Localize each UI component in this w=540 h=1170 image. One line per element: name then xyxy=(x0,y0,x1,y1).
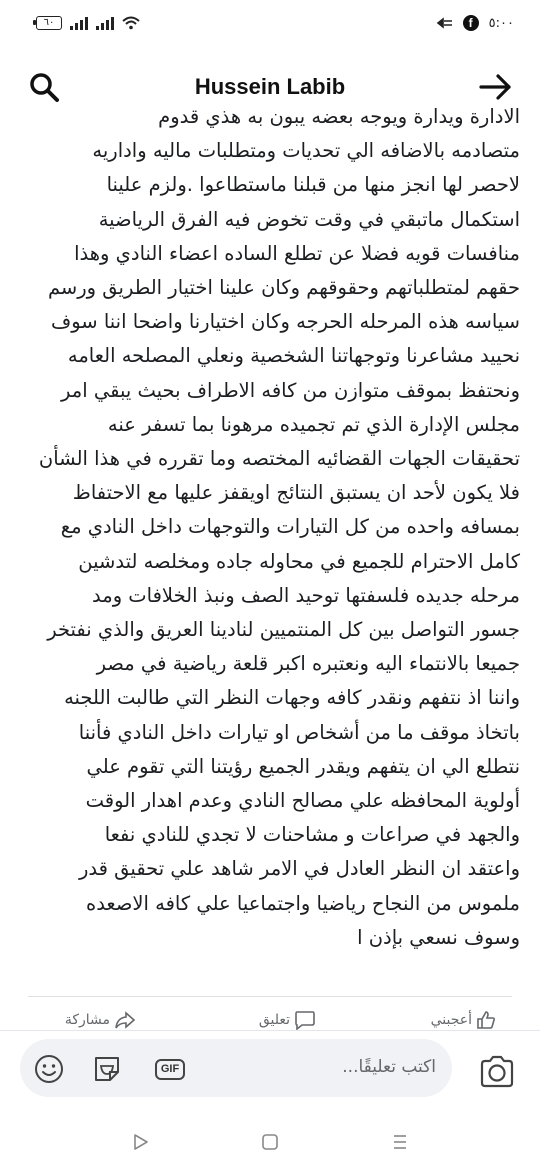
nav-back-button[interactable] xyxy=(124,1126,156,1158)
comment-input[interactable] xyxy=(20,1039,452,1097)
gif-button[interactable] xyxy=(150,1054,190,1084)
status-left xyxy=(36,16,140,30)
share-label: مشاركة xyxy=(64,1012,110,1028)
comment-button[interactable] xyxy=(259,1010,316,1030)
post-actions xyxy=(0,1004,540,1030)
share-button[interactable] xyxy=(65,1010,136,1030)
post-line: منافسات قويه فضلا عن تطلع الساده اعضاء النادي وهذا xyxy=(74,241,520,265)
comment-label: تعليق xyxy=(258,1012,290,1028)
comment-placeholder: اكتب تعليقًا... xyxy=(342,1057,436,1077)
post-line: كامل الاحترام للجميع في محاوله جاده ومخلصه لتدشين xyxy=(78,549,520,573)
post-body xyxy=(0,105,540,976)
status-bar xyxy=(0,0,540,46)
like-label: أعجبني xyxy=(430,1012,472,1028)
comment-bar xyxy=(0,1030,540,1114)
square-home-icon xyxy=(260,1132,280,1152)
camera-button[interactable] xyxy=(476,1051,518,1093)
post-line: والجهد في صراعات و مشاحنات لا تجدي للنادي نفعا xyxy=(104,823,520,847)
like-button[interactable] xyxy=(431,1010,496,1030)
notification-icon xyxy=(437,17,453,29)
nav-recents-button[interactable] xyxy=(384,1126,416,1158)
post-line: فلا يكون لأحد ان يستبق النتائج اويقفز عليها مع الاحتفاظ xyxy=(72,481,520,505)
post-line: استكمال ماتبقي في وقت تخوض فيه الفرق الرياضية xyxy=(98,207,520,231)
page-title: Hussein Labib xyxy=(194,74,346,99)
comment-icon xyxy=(294,1010,316,1030)
post-line: حقهم لمتطلباتهم وحقوقهم وكان علينا اختيار الطريق ورسم xyxy=(47,276,520,300)
emoji-icon xyxy=(34,1054,64,1084)
post-text xyxy=(20,100,520,955)
camera-icon xyxy=(478,1055,516,1089)
post-line: جميعا بالانتماء اليه ونعتبره اكبر قلعة رياضية في مصر xyxy=(96,652,520,676)
post-line: مرحله جديده فلسفتها توحيد الصف ونبذ الخلافات ومد xyxy=(92,583,520,607)
post-line: سياسه هذه المرحله الحرجه وكان اختيارنا واضحا اننا سوف xyxy=(51,310,520,334)
menu-lines-icon xyxy=(390,1132,410,1152)
arrow-right-icon xyxy=(479,72,513,102)
thumbs-up-icon xyxy=(476,1010,496,1030)
system-nav-bar xyxy=(0,1114,540,1170)
share-icon xyxy=(114,1010,136,1030)
triangle-back-icon xyxy=(130,1132,150,1152)
post-line: ونحتفظ بموقف متوازن من كافه الاطراف بحيث يبقي امر xyxy=(61,378,520,402)
post-line: أولوية المحافظه علي مصالح النادي وعدم اهدار الوقت xyxy=(85,789,520,813)
post-line: نحييد مشاعرنا وتوجهاتنا الشخصية ونعلي المصلحه العامه xyxy=(67,344,520,368)
post-line: واننا اذ نتفهم ونقدر كافه وجهات النظر التي طالبت اللجنه xyxy=(64,686,520,710)
post-line: متصادمه بالاضافه الي تحديات ومتطلبات ماليه واداريه xyxy=(92,139,520,163)
facebook-icon: f xyxy=(463,15,479,31)
post-line: الادارة ويدارة ويوجه بعضه يبون به هذي قدوم xyxy=(158,105,520,128)
wifi-icon xyxy=(122,16,140,30)
status-right xyxy=(437,15,514,31)
sticker-button[interactable] xyxy=(92,1054,122,1084)
post-line: جسور التواصل بين كل المنتميين لنادينا العريق والذي نفتخر xyxy=(47,618,520,642)
battery-icon xyxy=(36,16,62,30)
signal-2-icon xyxy=(96,16,114,30)
post-line: نتطلع الي ان يتفهم ويقدر الجميع رؤيتنا التي تقوم علي xyxy=(86,754,520,778)
emoji-button[interactable] xyxy=(34,1054,64,1084)
search-icon xyxy=(28,71,60,103)
divider xyxy=(28,996,512,997)
post-line: بمسافه واحده من كل التيارات والتوجهات داخل النادي مع xyxy=(60,515,520,539)
nav-home-button[interactable] xyxy=(254,1126,286,1158)
status-time: ٥:٠٠ xyxy=(488,15,514,31)
battery-level: ٦٠ xyxy=(43,17,55,28)
sticker-icon xyxy=(92,1054,122,1084)
signal-icon xyxy=(70,16,88,30)
post-line: لاحصر لها انجز منها من قبلنا ماستطاعوا .ولزم علينا xyxy=(106,173,520,197)
post-line: واعتقد ان النظر العادل في الامر شاهد علي تحقيق قدر xyxy=(79,857,520,881)
gif-icon: GIF xyxy=(155,1059,185,1080)
post-line: باتخاذ موقف ما من أشخاص او تيارات داخل النادي فأننا xyxy=(78,720,520,744)
post-line: ملموس من النجاح رياضيا واجتماعيا علي كافه الاصعده xyxy=(85,891,520,915)
post-line: وسوف نسعي بإذن ا xyxy=(357,925,520,949)
post-line: تحقيقات الجهات القضائيه المختصه وما تقرره في هذا الشأن xyxy=(38,447,520,471)
post-line: مجلس الإدارة الذي تم تجميده مرهونا بما تسفر عنه xyxy=(107,412,520,436)
